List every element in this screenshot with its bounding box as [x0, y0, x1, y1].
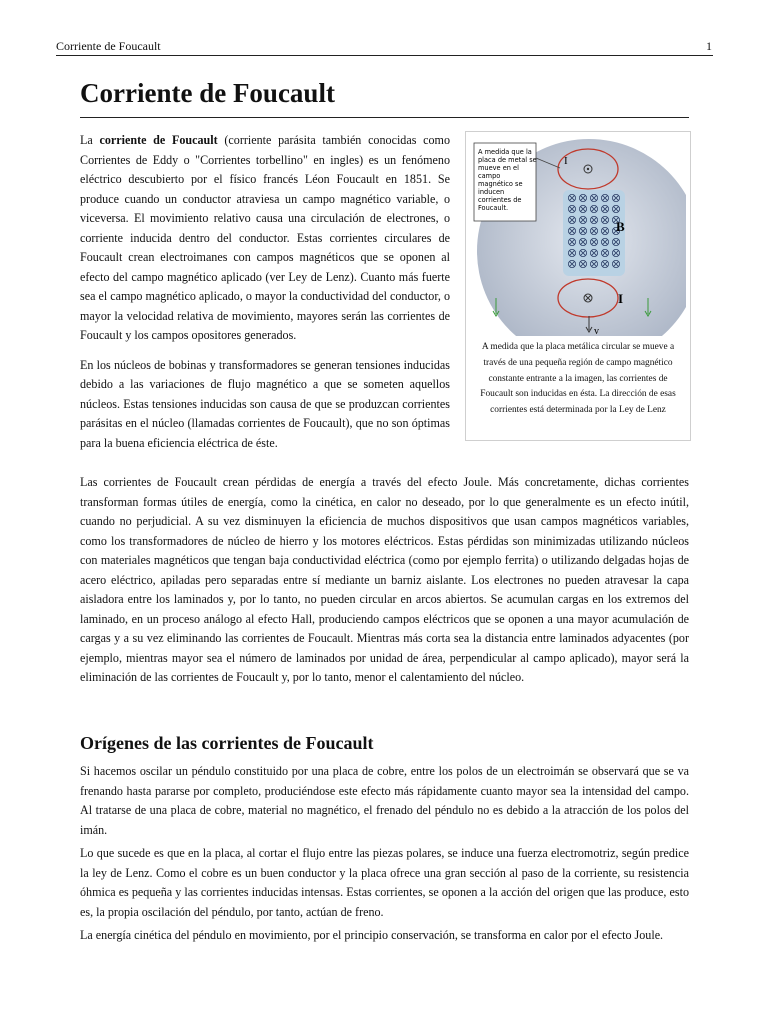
section-heading: Orígenes de las corrientes de Foucault — [80, 733, 374, 753]
section-paragraph-1: Si hacemos oscilar un péndulo constituido por una placa de cobre, entre los polos de un electroimán se observará que se va frenando hasta pararse por completo, produciéndose este efecto más rápidamente cuanto mayor sea la intensidad del campo. Al tratarse de una placa de cobre, material no magnético, el frenado del péndulo no es debido a la atracción de los polos del imán. — [80, 764, 689, 837]
body-text — [80, 473, 689, 688]
page-title: Corriente de Foucault — [80, 78, 335, 108]
figure-caption: A medida que la placa metálica circular se mueve a través de una pequeña región de campo magnético constante entrante a la imagen, las corrientes de Foucault son inducidas en ésta. La dirección de esas corrientes está determinada por la Ley de Lenz — [480, 342, 676, 416]
field-label-B: B — [616, 219, 625, 234]
title-rule — [80, 117, 689, 118]
page-number: 1 — [706, 39, 712, 53]
section-paragraph-2: Lo que sucede es que en la placa, al cortar el flujo entre las piezas polares, se induce una fuerza electromotriz, según predice la ley de Lenz. Como el cobre es un buen conductor y la placa ofrece una gran sección al paso de la corriente, su resistencia óhmica es pequeña y las corrientes inducidas intensas. Estas corrientes, se oponen a la acción del origen que las produce, esto es, la propia oscilación del péndulo, por tanto, actúan de freno. — [80, 846, 689, 919]
current-label-bottom: I — [618, 291, 624, 306]
intro-column — [80, 131, 450, 463]
current-label-top: I — [564, 155, 568, 167]
velocity-label: v — [594, 326, 599, 336]
term-bold: corriente de Foucault — [99, 133, 218, 147]
header-rule — [56, 55, 713, 56]
running-header — [56, 39, 712, 55]
body-paragraph-3: Las corrientes de Foucault crean pérdidas de energía a través del efecto Joule. Más concretamente, dichas corrientes transforman formas útiles de energía, como la cinética, en calor no deseado, por lo que generalmente es un efecto inútil, cuando no perjudicial. A su vez disminuyen la eficiencia de muchos dispositivos que usan campos magnéticos variables, como los transformadores de núcleo de hierro y los motores eléctricos. Estas pérdidas son minimizadas utilizando núcleos con materiales magnéticos que tengan baja conductividad eléctrica (como por ejemplo ferrita) o utilizando delgadas hojas de acero eléctrico, apiladas pero separadas entre sí mediante un barniz aislante. Los electrones no pueden atravesar la capa aisladora entre los laminados y, por lo tanto, no pueden circular en arcos abiertos. Se acumulan cargas en los extremos del laminado, en un proceso análogo al efecto Hall, produciendo campos eléctricos que se oponen a una mayor acumulación de cargas y a su vez eliminando las corrientes de Foucault. Mientras más corta sea la distancia entre laminados adyacentes (por ejemplo, mientras mayor sea el número de laminados por unidad de área, perpendicular al campo aplicado), mayor será la eliminación de las corrientes de Foucault y, por lo tanto, menor el calentamiento del núcleo. — [80, 475, 689, 684]
intro-paragraph-1: La corriente de Foucault (corriente parásita también conocidas como Corrientes de Eddy o "Corrientes torbellino" en ingles) es un fenómeno eléctrico descubierto por el físico francés Léon Foucault en 1851. Se produce cuando un conductor atraviesa un campo magnético variable, o viceversa. El movimiento relativo causa una circulación de electrones, o corriente inducida dentro del conductor. Estas corrientes circulares de Foucault crean electroimanes con campos magnéticos que se oponen al efecto del campo magnético aplicado (ver Ley de Lenz). Cuanto más fuerte sea el campo magnético aplicado, o mayor la conductividad del conductor, o mayor la velocidad relativa de movimiento, mayores serán las corrientes de Foucault y los campos opositores generados. — [80, 133, 451, 342]
figure — [465, 131, 691, 441]
eddy-current-diagram — [470, 136, 686, 336]
intro-paragraph-2: En los núcleos de bobinas y transformadores se generan tensiones inducidas debido a las variaciones de flujo magnético a que se someten aquellos núcleos. Estas tensiones inducidas son causa de que se produzcan corrientes parásitas en el núcleo (llamadas corrientes de Foucault), que no son óptimas para la buena eficiencia eléctrica de éste. — [80, 357, 450, 450]
figure-label-text: A medida que la placa de metal se mueve en el campo magnético se inducen corrientes de Foucault. — [478, 148, 537, 212]
running-header-title: Corriente de Foucault — [56, 39, 161, 53]
section-text — [80, 762, 689, 950]
section-paragraph-3: La energía cinética del péndulo en movimiento, por el principio conservación, se transforma en calor por el efecto Joule. — [80, 928, 664, 942]
